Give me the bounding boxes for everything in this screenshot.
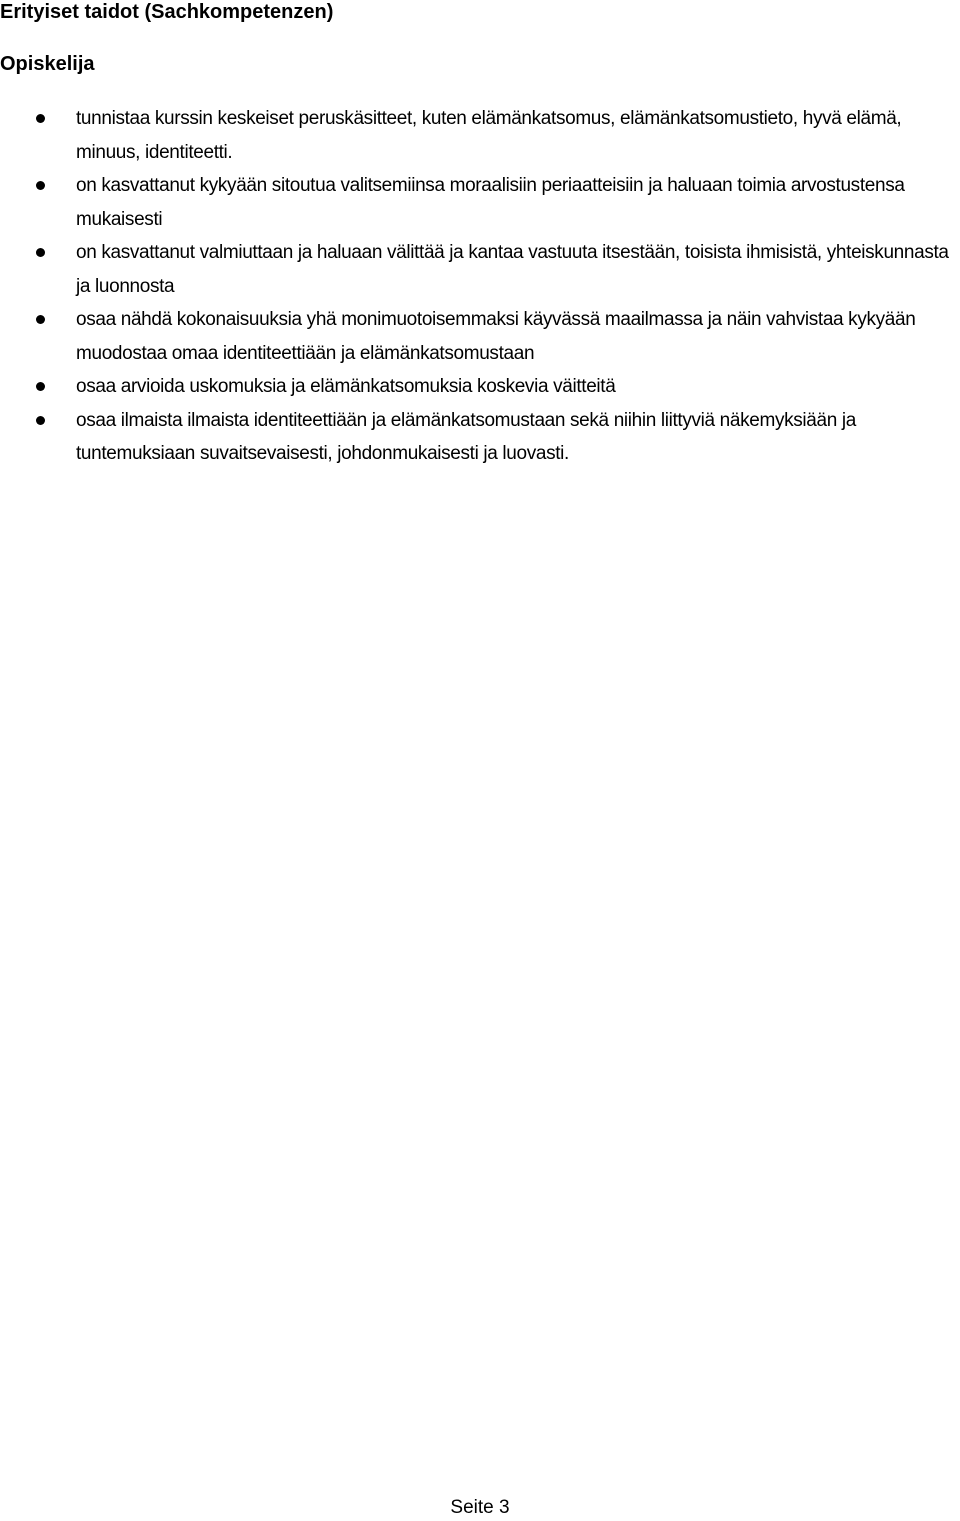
learning-outcomes-list [0,102,960,471]
section-title: Erityiset taidot (Sachkompetenzen) [0,1,334,23]
list-item-text: on kasvattanut kykyään sitoutua valitsemiinsa moraalisiin periaatteisiin ja haluaan toimia arvostustensa mukaisesti [76,175,905,230]
list-item-text: tunnistaa kurssin keskeiset peruskäsitteet, kuten elämänkatsomus, elämänkatsomustieto, hyvä elämä, minuus, identiteetti. [76,108,902,163]
page-number: Seite 3 [450,1497,510,1518]
bullet-icon [36,416,45,425]
list-item [0,169,960,236]
list-item [0,370,960,404]
list-item [0,102,960,169]
list-item-text: osaa nähdä kokonaisuuksia yhä monimuotoisemmaksi käyvässä maailmassa ja näin vahvistaa kykyään muodostaa omaa identiteettiään ja elämänkatsomustaan [76,309,916,364]
list-item-text: on kasvattanut valmiuttaan ja haluaan välittää ja kantaa vastuuta itsestään, toisista ihmisistä, yhteiskunnasta ja luonnosta [76,242,949,297]
bullet-icon [36,315,45,324]
bullet-icon [36,248,45,257]
bullet-icon [36,181,45,190]
bullet-icon [36,382,45,391]
list-item [0,303,960,370]
list-item-text: osaa ilmaista ilmaista identiteettiään ja elämänkatsomustaan sekä niihin liittyviä näkemyksiään ja tuntemuksiaan suvaitsevaisesti, johdonmukaisesti ja luovasti. [76,409,856,464]
list-item-text: osaa arvioida uskomuksia ja elämänkatsomuksia koskevia väitteitä [76,376,616,397]
list-item [0,236,960,303]
list-item [0,404,960,471]
bullet-icon [36,114,45,123]
subject-label: Opiskelija [0,53,95,75]
